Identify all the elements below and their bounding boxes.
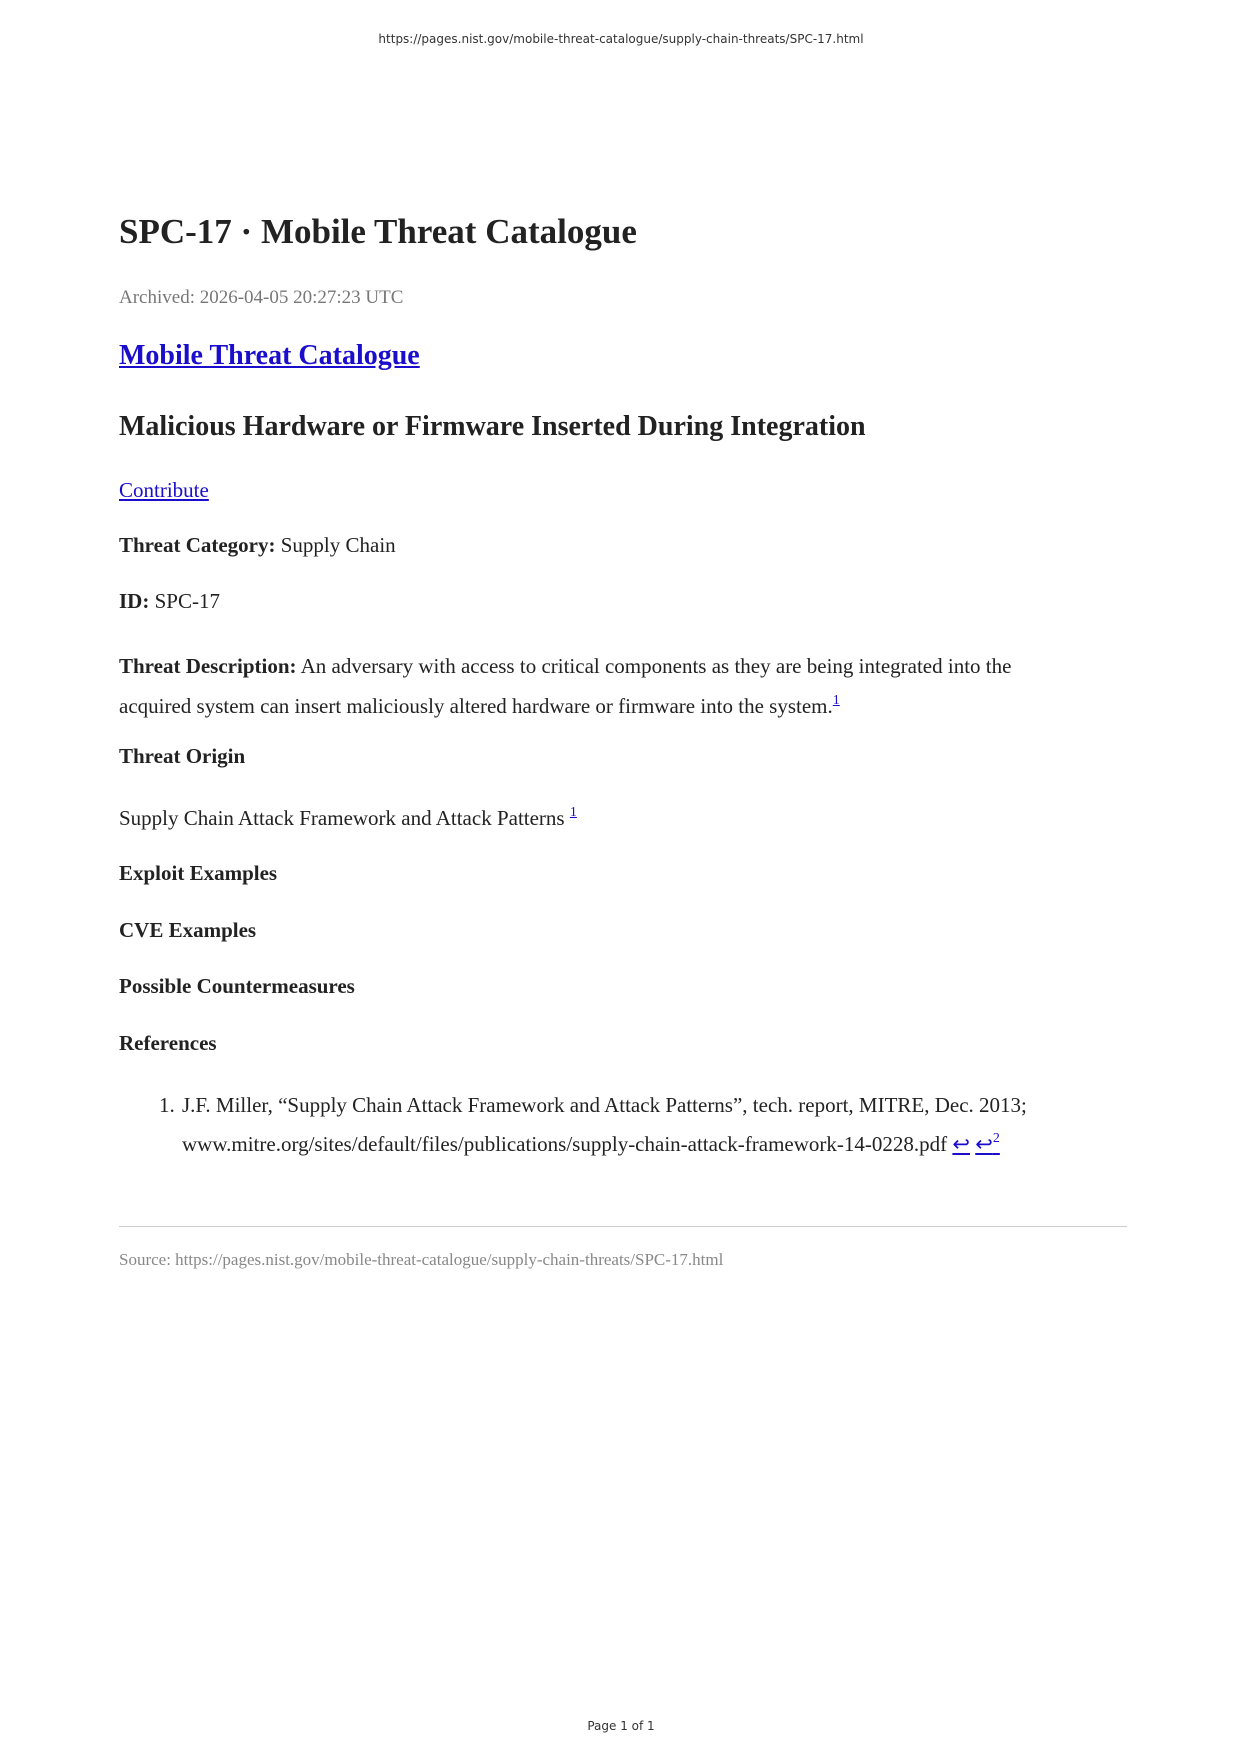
id-label: ID:	[119, 589, 150, 613]
cve-examples-heading: CVE Examples	[119, 918, 257, 942]
countermeasures-heading: Possible Countermeasures	[119, 974, 355, 998]
archived-timestamp: Archived: 2026-04-05 20:27:23 UTC	[119, 287, 404, 308]
description-footnote	[833, 693, 840, 708]
references-list	[119, 1086, 1182, 1164]
threat-category-field	[119, 533, 396, 558]
print-header-url: https://pages.nist.gov/mobile-threat-catalogue/supply-chain-threats/SPC-17.html	[378, 32, 864, 46]
reference-text: J.F. Miller, “Supply Chain Attack Framework and Attack Patterns”, tech. report, MITRE, Dec. 2013; www.mitre.org/sites/default/files/publications/supply-chain-attack-framework-14-0228.pdf	[182, 1093, 1027, 1156]
threat-category-label: Threat Category:	[119, 533, 276, 557]
contribute-link[interactable]: Contribute	[119, 478, 209, 502]
threat-origin-heading: Threat Origin	[119, 744, 246, 768]
threat-description	[119, 646, 1079, 726]
mobile-threat-catalogue-link[interactable]: Mobile Threat Catalogue	[119, 340, 420, 371]
backref-arrow: ↩	[975, 1132, 993, 1156]
reference-number: 1.	[159, 1093, 175, 1117]
threat-category-value: Supply Chain	[280, 533, 396, 557]
print-footer-page: Page 1 of 1	[587, 1719, 655, 1733]
backref-link-2[interactable]	[975, 1132, 1000, 1156]
threat-origin-text: Supply Chain Attack Framework and Attack Patterns	[119, 806, 565, 830]
threat-description-text: An adversary with access to critical components as they are being integrated into the acquired system can insert maliciously altered hardware or firmware into the system.	[119, 654, 1012, 718]
backref-link[interactable]: ↩	[952, 1132, 970, 1156]
threat-description-label: Threat Description:	[119, 654, 297, 678]
footnote-link[interactable]: 1	[569, 805, 577, 820]
source-url: Source: https://pages.nist.gov/mobile-threat-catalogue/supply-chain-threats/SPC-17.html	[119, 1250, 724, 1269]
page-title: SPC-17 · Mobile Threat Catalogue	[119, 212, 637, 251]
divider	[119, 1226, 1127, 1227]
id-value: SPC-17	[154, 589, 220, 613]
backref-sup: 2	[992, 1131, 1000, 1146]
site-heading	[119, 340, 420, 372]
threat-title: Malicious Hardware or Firmware Inserted During Integration	[119, 411, 866, 442]
reference-item	[159, 1086, 1182, 1164]
footnote-link[interactable]: 1	[832, 693, 840, 708]
contribute-row	[119, 478, 209, 503]
references-heading: References	[119, 1031, 217, 1055]
exploit-examples-heading: Exploit Examples	[119, 861, 278, 885]
id-field	[119, 589, 220, 614]
origin-footnote	[570, 805, 577, 820]
threat-origin-text-row	[119, 806, 577, 831]
